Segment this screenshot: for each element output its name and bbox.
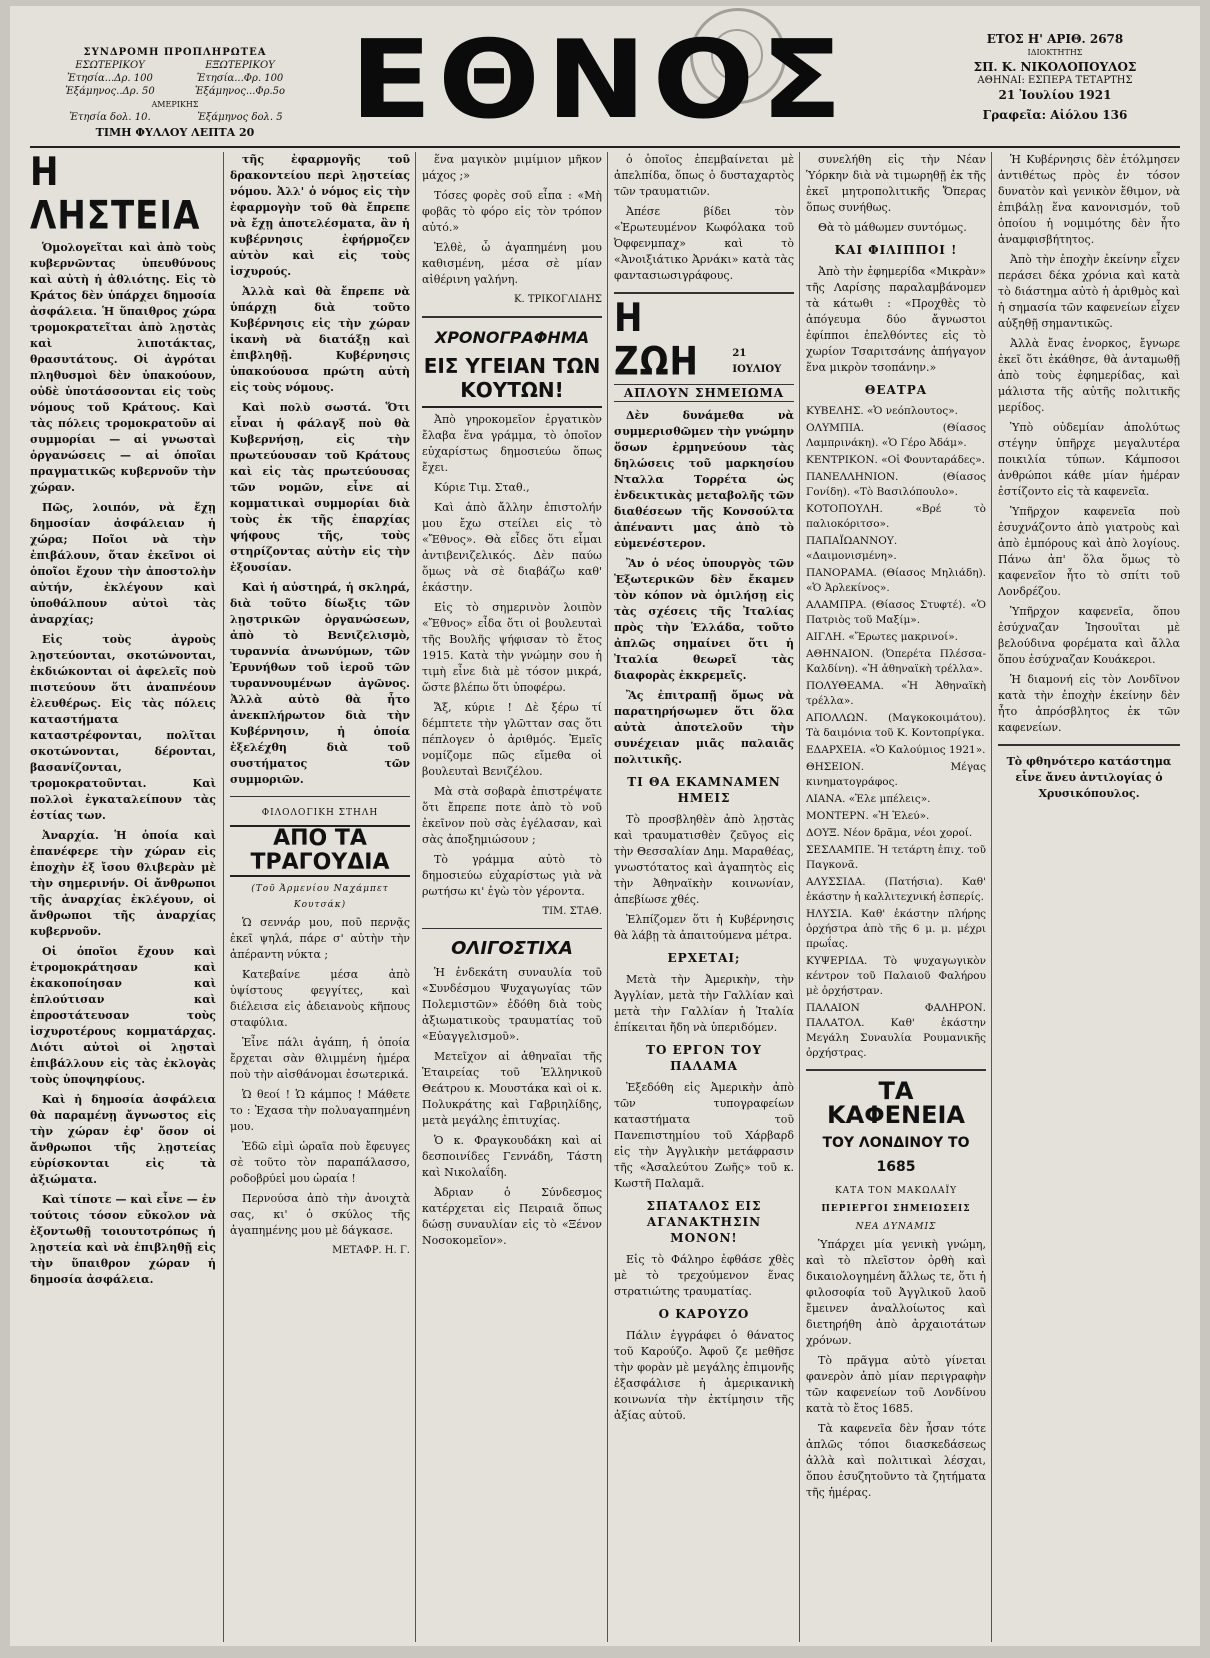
issue-price: ΤΙΜΗ ΦΥΛΛΟΥ ΛΕΠΤΑ 20: [95, 126, 255, 139]
column-divider: [607, 152, 608, 1642]
paragraph: Ὑπὸ οὐδεμίαν ἀπολύτως στέγην ὑπῆρχε μεγαλυτέρα ποικιλία τύπων. Κάμποσοι ἀνθρώποι κάθε μίαν ἡμέραν ἐστίζοντο εἰς τὰ καφενεῖα.: [998, 421, 1180, 498]
theatre-listings: [806, 404, 986, 1061]
chronicle-label: ΧΡΟΝΟΓΡΑΦΗΜΑ: [434, 328, 590, 347]
column-4: [614, 152, 794, 1642]
paragraph: Καὶ ἡ δημοσία ἀσφάλεια θὰ παραμένῃ ἄγνωστος εἰς τὴν χώραν ἐφ' ὅσον οἱ ἄνθρωποι τῆς λῃστείας εὑρίσκονται εἰς τὰ ἀξιώματα.: [30, 1093, 216, 1186]
paragraph: Ὑπῆρχον καφενεῖα ποὺ ἐσυχνάζοντο ἀπὸ γιατροὺς καὶ ἀπὸ ἐμπόρους καὶ ἀπὸ λογίους. Πάνω ἀπ' ὅλα ὅμως τὸ καφενεῖον ἦτο τὸ σπίτι τοῦ Λονδρέζου.: [998, 505, 1180, 598]
simple-note-title: ΑΠΛΟΥΝ ΣΗΜΕΙΩΜΑ: [614, 384, 794, 402]
paragraph: Μὰ στὰ σοβαρὰ ἐπιστρέψατε ὅτι ἔπρεπε ποτε ἀπὸ τὸ νοῦ ἐκεῖνον ποὺ σὰς ἐγέλασαν, καὶ σὰς ἀποξημιώσουν ;: [422, 785, 602, 846]
paragraph: Εἰς τὸ σημερινὸν λοιπὸν «Ἔθνος» εἶδα ὅτι οἱ βουλευταὶ τῆς Βουλῆς ψήφισαν τὸ ἔτος 1915. Κατὰ τὴν γνώμην σου ἡ τιμὴ εἶνε διὰ μὲ τόσον μικρά, ὥστε βλέπω ὅτι ὑποφέρω.: [422, 601, 602, 694]
paragraph: Ἂν ὁ νέος ὑπουργὸς τῶν Ἐξωτερικῶν δὲν ἔκαμεν τὸν κόπον νὰ ὁμιλήσῃ εἰς τὰς σχέσεις τῆς Ἰταλίας πρὸς τὴν Ἑλλάδα, τοῦτο ἀπλῶς σημαίνει ὅτι ἡ Ἰταλία θεωρεῖ τὰς διαφορὰς ἐκκρεμεῖς.: [614, 557, 794, 682]
issue-meta: [930, 32, 1180, 122]
paragraph: Τὸ πρᾶγμα αὐτὸ γίνεται φανερὸν ἀπὸ μίαν περιγραφὴν τῶν καφενείων τοῦ Λονδίνου κατὰ τὸ ἔτος 1685.: [806, 1354, 986, 1415]
paragraph: Ἀπὸ τὴν ἐφημερίδα «Μικρὰν» τῆς Λαρίσης παραλαμβάνομεν τὰ κάτωθι : «Προχθὲς τὸ ἀπόγευμα δύο ἄγνωστοι ἐφίπποι ἐπελθόντες εἰς τὸ χωρίον Τσαριτσάνης ἀπήγαγον ἕνα μικρὸν τσοπάνην.»: [806, 265, 986, 374]
paragraph: Μετὰ τὴν Ἀμερικὴν, τὴν Ἀγγλίαν, μετὰ τὴν Γαλλίαν καὶ μετὰ τὴν Γαλλίαν ἡ Ἰταλία ἐπίκειται ἤδη νὰ ὑπεριδόμεν.: [614, 973, 794, 1034]
listing-item: ΚΕΝΤΡΙΚΟΝ. «Οἱ Φουνταράδες».: [806, 454, 985, 466]
subscription-title: ΣΥΝΔΡΟΜΗ ΠΡΟΠΛΗΡΩΤΕΑ: [83, 47, 267, 58]
paragraph: ἕνα μαγικὸν μιμίμιον μῆκον μάχος ;»: [422, 153, 602, 182]
sub-america: ΑΜΕΡΙΚΗΣ: [151, 100, 199, 109]
listing-item: ΠΑΠΑΪΩΑΝΝΟΥ. «Δαιμονισμένη».: [806, 535, 898, 562]
paragraph: Ὁ κ. Φραγκουδάκη καὶ αἱ δεσποινίδες Γεννάδη, Τάστη καὶ Νικολαΐδη.: [422, 1134, 602, 1179]
listing-item: ΕΔΑΡΧΕΙΑ. «Ὁ Καλούμιος 1921».: [806, 744, 986, 756]
owner-name: ΣΠ. Κ. ΝΙΚΟΛΟΠΟΥΛΟΣ: [973, 60, 1137, 74]
column-6: [998, 152, 1180, 1642]
column-divider: [223, 152, 224, 1642]
paragraph: Θὰ τὸ μάθωμεν συντόμως.: [818, 221, 967, 234]
intro-sign: Κ. ΤΡΙΚΟΓΛΙΔΗΣ: [514, 294, 602, 305]
masthead-rule: [30, 146, 1180, 148]
paragraph: Οἱ ὁποῖοι ἔχουν καὶ ἐτρομοκράτησαν καὶ ἐκακοποίησαν καὶ ἐπλούτισαν καὶ ἐπροστάτευσαν τοὺς ἰσχυροτέρους κομματάρχας. Διότι αὐτοὶ οἱ λῃσταὶ ἐπιβάλλουν εἰς τὰς ἐκλογὰς τοὺς ὑποψηφίους.: [30, 945, 216, 1086]
listing-item: ΑΙΓΛΗ. «Ἔρωτες μακρινοί».: [806, 631, 958, 643]
coming-title: ΕΡΧΕΤΑΙ;: [667, 951, 741, 965]
paragraph: Πάλιν ἐγγράφει ὁ θάνατος τοῦ Καρούζο. Ἀφοῦ ζε μεθῆσε τὴν φορὰν μὲ μεγάλης ἐπιμονῆς ἐξασφάλισε ἡ ἀμερικανικὴ κοινωνία τὴν ἐκτίμησιν τῆς ἀξίας αὐτοῦ.: [614, 1329, 794, 1422]
paragraph: Ἐξεδόθη εἰς Ἀμερικὴν ἀπὸ τῶν τυπογραφείων καταστήματα τοῦ Πανεπιστημίου τοῦ Χάρβαρδ εἰς τὴν Ἀγγλικὴν μετάφρασιν τῆς «Ἀσαλεύτου Ζωῆς» τοῦ κ. Κωστῆ Παλαμᾶ.: [614, 1081, 794, 1190]
paragraph: Πῶς, λοιπόν, νὰ ἔχῃ δημοσίαν ἀσφάλειαν ἡ χώρα; Ποῖοι νὰ τὴν ἐπιβάλουν, ὅταν ἐκεῖνοι οἱ ὁποῖοι ἔχουν τὴν ἀποστολὴν αὐτήν, ἐκλέγουν καὶ ὑποθάλπουν αὐτοὶ τὰς ἀναρχίας;: [30, 501, 216, 626]
chronicle-title: ΕΙΣ ΥΓΕΙΑΝ ΤΩΝ ΚΟΥΤΩΝ!: [422, 354, 602, 408]
mistakes-title: ΤΙ ΘΑ ΕΚΑΜΝΑΜΕΝ ΗΜΕΙΣ: [627, 775, 781, 805]
sub-right-2: Ἑξάμηνος...Φρ.5ο: [194, 86, 286, 97]
songs-author: (Τοῦ Ἀρμενίου Ναχάμπετ Κουτσάκ): [251, 884, 389, 910]
paragraph: Ἀναρχία. Ἡ ὁποία καὶ ἐπανέφερε τὴν χώραν εἰς ἐποχὴν ἐξ ἴσου θλιβερὰν μὲ τὴν σημερινήν. Οἱ ἄνθρωποι τῆς ἀναρχίας ἐκλέγουν, οἱ ἄνθρωποι τῆς ἀναρχίας κυβερνοῦν.: [30, 829, 216, 938]
paragraph: Ἀδριαν ὁ Σύνδεσμος κατέρχεται εἰς Πειραιᾶ ὅπως δώσῃ συναυλίαν εἰς τὸ «Ξένον Νοσοκομεῖον».: [422, 1186, 602, 1247]
paragraph: ὁ ὁποῖος ἐπεμβαίνεται μὲ ἀπελπίδα, ὅπως ὁ δυσταχαρτὸς τῶν τραυματιῶν.: [614, 153, 794, 198]
listing-item: ΚΥΒΕΛΗΣ. «Ὁ νεόπλουτος».: [806, 405, 958, 417]
sub-right-head: ΕΞΩΤΕΡΙΚΟΥ: [205, 60, 275, 71]
acrostic-title: ΟΛΙΓΟΣΤΙΧΑ: [451, 938, 573, 959]
chronicle-sign: ΤΙΜ. ΣΤΑΘ.: [542, 906, 602, 917]
column-2: [230, 152, 410, 1642]
listing-item: ΜΟΝΤΕΡΝ. «Ἡ Ἑλεύ».: [806, 810, 930, 822]
column-5: [806, 152, 986, 1642]
poem-stanza: Ὡ θεοί ! Ὡ κάμπος ! Μάθετε το : Ἐχασα τὴν πολυαγαπημένη μου.: [230, 1088, 410, 1133]
column-3: [422, 152, 602, 1642]
life-date: 21 ΙΟΥΛΙΟΥ: [732, 348, 782, 375]
subscription-box: [50, 46, 300, 139]
listing-item: ΑΘΗΝΑΙΟΝ. (Ὀπερέτα Πλέσσα-Καλδίνη). «Ἡ ἀθηναϊκὴ τρέλλα».: [806, 648, 986, 675]
paragraph: Ἡ διαμονή εἰς τὸν Λονδῖνον κατὰ τὴν ἐποχὴν ἐκείνην δὲν ἦτο ἀπρόσβλητος ἐκ τῶν καφενείων.: [998, 673, 1180, 734]
sub-left-2: Ἑξάμηνος..Δρ. 50: [65, 86, 155, 97]
paragraph: Ὁμολογεῖται καὶ ἀπὸ τοὺς κυβερνῶντας ὑπευθύνους καὶ αὐτὴ ἡ ἀθλιότης. Εἰς τὸ Κράτος δὲν ὑπάρχει δημοσία ἀσφάλεια. Ἡ ὕπαιθρος χώρα τρομοκρατεῖται ἀπὸ λῃστὰς καὶ λιποτάκτας, θρασυτάτους. Οἱ ἀγρόται πληθυσμοὶ δὲν ὑπακούουν, οὐδὲ ὑποτάσσονται εἰς τοὺς νόμους τοῦ Κράτους. Καὶ τὰς πόλεις τρομοκρατοῦν αἱ συμμορίαι — αἱ γνωσταὶ ὀργανώσεις — αἱ ὁποῖαι πραγματικῶς κυβερνοῦν τὴν χώραν.: [30, 241, 216, 494]
philippi-title: ΚΑΙ ΦΙΛΙΠΠΟΙ !: [834, 243, 958, 257]
paragraph: Δὲν δυνάμεθα νὰ συμμερισθῶμεν τὴν γνώμην ὅσων ἐρμηνεύουν τὰς δηλώσεις τοῦ μαρκησίου Νταλλα Τορρέτα ὡς ἐνδεικτικὰς μεταβολῆς τῶν διαθέσεων τῆς Κονσούλτα ἀπέναντι μας ἀπὸ τὸ εὐμενέστερον.: [614, 409, 794, 550]
paragraph: συνελήθη εἰς τὴν Νέαν Ὑόρκην διὰ νὰ τιμωρηθῇ ἐκ τῆς ἐκεῖ μητροπολιτικῆς Ὄπερας ὅπως συνήθως.: [806, 153, 986, 214]
karouzo-title: Ο ΚΑΡΟΥΖΟ: [658, 1307, 750, 1321]
paragraph: Ἀπὸ γηροκομεῖον ἐργατικὸν ἔλαβα ἕνα γράμμα, τὸ ὁποῖον εὐχαρίστως δημοσιεύω ὅπως ἔχει.: [422, 413, 602, 474]
issue-date: 21 Ἰουλίου 1921: [998, 88, 1112, 102]
paragraph: Καὶ ἡ αὐστηρά, ἡ σκληρά, διὰ τοῦτο δίωξις τῶν λῃστρικῶν ὀργανώσεων, ἀπὸ τὸ Βενιζελισμὸ, τυραννία ἀνωνύμων, τῶν Ἐρυνήθων τοῦ ἱεροῦ τῶν τυραννουμένων ἀγῶνος. Ἀλλὰ αὐτὸ θὰ ἦτο ἀνεκπλήρωτον διὰ τὴν Κυβέρνησιν, ἡ ὁποία ἐξελέχθη διὰ τοῦ συστήματος τῶν συμμοριῶν.: [230, 581, 410, 786]
poem-stanza: Περνούσα ἀπὸ τὴν ἀνοιχτὰ σας, κι' ὁ σκύλος τῆς ἀγαπημένης μου μὲ δάγκασε.: [230, 1192, 410, 1237]
songs-title: ΑΠΟ ΤΑ ΤΡΑΓΟΥΔΙΑ: [230, 825, 410, 877]
paragraph: Ἀλλὰ ἔνας ἐνορκος, ἔγνωρε ἐκεῖ ὅτι ἐκάθησε, θὰ ἀνταμωθῇ ἀπὸ τοὺς ἐφημερίδας, καὶ μάλιστα τῆς αὐτῆς πολιτικῆς μερίδος.: [998, 337, 1180, 414]
spatala-title: ΣΠΑΤΑΛΟΣ ΕΙΣ ΑΓΑΝΑΚΤΗΣΙΝ ΜΟΝΟΝ!: [646, 1199, 762, 1245]
listing-item: ΠΑΝΕΛΛΗΝΙΟΝ. (Θίασος Γονίδη). «Τὸ Βασιλόπουλο».: [806, 471, 986, 498]
paragraph: Εἰς τὸ Φάληρο ἐφθάσε χθὲς μὲ τὸ τρεχούμενον ἕνας στρατιώτης τραυματίας.: [614, 1253, 794, 1298]
sub-left-head: ΕΣΩΤΕΡΙΚΟΥ: [75, 60, 145, 71]
paragraph: Ἀπὸ τὴν ἐποχὴν ἐκείνην εἶχεν περάσει δέκα χρόνια καὶ κατὰ τὸ διάστημα αὐτὸ ἡ ἀριθμὸς καὶ ἡ σημασία τῶν καφενείων εἶχεν αὐξηθῇ σημαντικῶς.: [998, 253, 1180, 330]
paragraph: Ἐλθὲ, ὦ ἀγαπημένη μου καθισμένη, μέσα σὲ μίαν αἰθέρινη γαλήνη.: [422, 241, 602, 286]
sub-right-1: Ἐτησία...Φρ. 100: [196, 73, 284, 84]
listing-item: ΠΑΛΑΙΟΝ ΦΑΛΗΡΟΝ. ΠΑΛΑΤΟΛ. Καθ' ἑκάστην Μεγάλη Συναυλία Ρουμανικῆς ὀρχήστρας.: [806, 1002, 986, 1059]
cafes-title: ΤΑ ΚΑΦΕΝΕΙΑ: [827, 1077, 965, 1129]
listing-item: ΔΟΥΞ. Νέον δρᾶμα, νέοι χοροί.: [806, 827, 973, 839]
sub-left-1: Ἐτησία...Δρ. 100: [67, 73, 153, 84]
paragraph: Εἰς τοὺς ἀγροὺς λῃστεύονται, σκοτώνονται, ἐκδιώκονται οἱ ἀφελεῖς ποὺ πιστεύουν ὅτι ἀναπνέουν ἐλευθέρως. Εἰς τὰς πόλεις καταστήματα καταστρέφονται, πολῖται σκοτώνονται, δέρονται, βασανίζονται, τρομοκρατοῦνται. Καὶ πολλοὶ ἐγκαταλείπουν τὰς ἑστίας των.: [30, 633, 216, 822]
masthead: [10, 6, 1200, 146]
owner-label: ΙΔΙΟΚΤΗΤΗΣ: [1027, 48, 1083, 57]
listing-item: ΘΗΣΕΙΟΝ. Μέγας κινηματογράφος.: [806, 761, 986, 788]
philology-label: ΦΙΛΟΛΟΓΙΚΗ ΣΤΗΛΗ: [261, 808, 379, 818]
palamas-title: ΤΟ ΕΡΓΟΝ ΤΟΥ ΠΑΛΑΜΑ: [646, 1043, 762, 1073]
cafes-subtitle-3: ΠΕΡΙΕΡΓΟΙ ΣΗΜΕΙΩΣΕΙΣ: [821, 1204, 971, 1214]
listing-item: ΟΛΥΜΠΙΑ. (Θίασος Λαμπρινάκη). «Ὁ Γέρο Ἀδάμ».: [806, 422, 986, 449]
headline-robbery: Η ΛΗΣΤΕΙΑ: [30, 152, 201, 239]
column-1: [30, 152, 216, 1642]
poem-stanza: Ὡ σεννάρ μου, ποῦ περνᾷς ἐκεῖ ψηλά, πάρε σ' αὐτὴν τὴν ἀπέραντη νύκτα ;: [230, 916, 410, 961]
column-divider: [415, 152, 416, 1642]
translator-sign: ΜΕΤΑΦΡ. Η. Γ.: [332, 1245, 410, 1256]
poem-stanza: Ἐἶνε πάλι ἀγάπη, ἡ ὁποία ἔρχεται σὰν θλιμμένη ἡμέρα ποὺ τὴν αἰσθάνομαι ἐσωτερικά.: [230, 1036, 410, 1081]
shop-advert: Τὸ φθηνότερο κατάστημα εἶνε ἄνευ ἀντιλογίας ὁ Χρυσικόπουλος.: [1006, 755, 1172, 800]
paragraph: Καὶ ἀπὸ ἄλλην ἐπιστολήν μου ἔχω στείλει εἰς τὸ «Ἔθνος». Θὰ εἶδες ὅτι εἶμαι ἀντιβενιζελικός. Δὲν παύω ὅμως νὰ σὲ διαβάζω καθ' ἑκάστην.: [422, 501, 602, 594]
paragraph: Ἐλπίζομεν ὅτι ἡ Κυβέρνησις θὰ λάβῃ τὰ ἀπαιτούμενα μέτρα.: [614, 913, 794, 942]
paragraph: Τόσες φορὲς σοῦ εἶπα : «Μὴ φοβᾶς τὸ φόρο εἰς τὸν τρόπον αὐτό.»: [422, 189, 602, 234]
year-issue: ΕΤΟΣ Η' ΑΡΙΘ. 2678: [986, 32, 1124, 46]
paragraph: Ἀπέσε βίδει τὸν «Ἐρωτευμένον Κωφόλακα τοῦ Ὀφφενμπαχ» καὶ τὸ «Ἀνοιξιάτικο Ἀρνάκι» κατὰ τὰς φαντασιωσιγράφους.: [614, 205, 794, 282]
paragraph: Ὑπάρχει μία γενικὴ γνώμη, καὶ τὸ πλεῖστον ὀρθὴ καὶ δικαιολογημένη ἄλλως τε, ὅτι ἡ φιλοσοφία τοῦ Ἀγγλικοῦ λαοῦ ἔμεινεν ἀναλλοίωτος καὶ διετηρήθη ἀπὸ ἀρχαιοτάτων χρόνων.: [806, 1238, 986, 1347]
listing-item: ΛΙΑΝΑ. «Ἑλε μπέλεις».: [806, 793, 931, 805]
sub-left-3: Ἐτησία δολ. 10.: [69, 112, 151, 123]
listing-item: ΠΟΛΥΘΕΑΜΑ. «Ἡ Ἀθηναϊκὴ τρέλλα».: [806, 680, 986, 707]
theatre-heading: ΘΕΑΤΡΑ: [864, 383, 928, 397]
city-day: ΑΘΗΝΑΙ: ΕΣΠΕΡΑ ΤΕΤΑΡΤΗΣ: [977, 75, 1133, 86]
listing-item: ΣΕΣΛΑΜΠΕ. Ἡ τετάρτη ἐπιχ. τοῦ Παγκονᾶ.: [806, 844, 986, 871]
newspaper-logo: ΕΘΝΟΣ: [350, 18, 849, 144]
poem-stanza: Κατεβαίνε μέσα ἀπὸ ὑψίστους φεγγίτες, καὶ διέλεισα εἰς ἀδειανοὺς κῆπους σταφύλια.: [230, 968, 410, 1029]
paragraph: Καὶ πολὺ σωστά. Ὅτι εἶναι ἡ φάλαγξ ποὺ θὰ Κυβερνήσῃ, εἰς τὴν πρωτεύουσαν τοῦ Κράτους καὶ εἰς τὰς πρωτεύουσας τῶν νομῶν, εἶνε αἱ κομματικαὶ συμμορίαι διὰ τοὺς ἐκ τῆς ἐπαρχίας ψήφους τῆς, τοὺς στηρίζοντας αὐτὴν εἰς τὴν ἐξουσίαν.: [230, 401, 410, 574]
newspaper-page: [10, 6, 1200, 1646]
column-divider: [799, 152, 800, 1642]
paragraph: Τὰ καφενεῖα δὲν ἦσαν τότε ἁπλῶς τόποι διασκεδάσεως ἀλλὰ καὶ πολιτικαὶ λέσχαι, ὅπου ἐσυζητοῦντο τὰ ζητήματα τῆς ἡμέρας.: [806, 1422, 986, 1499]
paragraph: Τὸ προσβληθὲν ἀπὸ λῃστὰς καὶ τραυματισθὲν ζεῦγος εἰς τὴν Θεσσαλίαν Δημ. Μαραθέας, γνωστότατος καὶ ἀγαπητὸς εἰς τὴν Ἀθηναϊκὴν κοινωνίαν, ἀπεβίωσε χθές.: [614, 813, 794, 906]
paragraph: Ὑπῆρχον καφενεῖα, ὅπου ἐσύχναζαν Ἰησουῖται μὲ βελούδινα φορέματα καὶ ἄλλα ὅπου ἐσύχναζαν Κουάκεροι.: [998, 605, 1180, 666]
cafes-subtitle: ΤΟΥ ΛΟΝΔΙΝΟΥ ΤΟ 1685: [822, 1135, 970, 1175]
paragraph: Καὶ τίποτε — καὶ εἶνε — ἐν τούτοις τόσον εὔκολον νὰ ἐξοντωθῇ τοιουτοτρόπως ἡ λῃστεία καὶ νὰ ἐπιβληθῇ εἰς τὴν ὕπαιθρον χώραν ἡ δημοσία ἀσφάλεια.: [30, 1193, 216, 1286]
poem-stanza: Ἐδῶ εἰμὶ ὡραῖα ποὺ ἔφευγες σὲ τοῦτο τὸν παραπάλασσο, ροδοβρύεἰ μου ὡραία !: [230, 1140, 410, 1185]
paragraph: Ἄξ, κύριε ! Δὲ ξέρω τί δέμπτετε τὴν γλῶτταν σας ὅτι πέπλογεν ὁ ἀριθμός. Ἐμεῖς νομίζομε πῶς εἴμεθα οἱ βουλευταὶ Βενιζέλου.: [422, 701, 602, 778]
paragraph: Ἀλλὰ καὶ θὰ ἔπρεπε νὰ ὑπάρχῃ διὰ τοῦτο Κυβέρνησις εἰς τὴν χώραν ἱκανὴ νὰ διατάξῃ καὶ ἐπιβληθῇ. Κυβέρνησις ὑπακούουσα πρώτη αὐτὴ εἰς τοὺς νόμους.: [230, 285, 410, 394]
office-address: Γραφεῖα: Αἰόλου 136: [982, 108, 1128, 122]
life-headline: Η ΖΩΗ: [614, 295, 700, 385]
listing-item: ΠΑΝΟΡΑΜΑ. (Θίασος Μηλιάδη). «Ὁ Ἀρλεκίνος».: [806, 567, 986, 594]
sub-right-3: Ἑξάμηνος δολ. 5: [197, 112, 283, 123]
paragraph: Κύριε Τιμ. Σταθ.,: [434, 481, 530, 494]
cafes-subtitle-4: ΝΕΑ ΔΥΝΑΜΙΣ: [855, 1222, 937, 1232]
listing-item: ΑΠΟΛΛΩΝ. (Μαγκοκοιμάτου). Τὰ δαιμόνια τοῦ Κ. Κοντοπρίγκα.: [806, 712, 986, 739]
paragraph: Ἡ ἐνδεκάτη συναυλία τοῦ «Συνδέσμου Ψυχαγωγίας τῶν Πολεμιστῶν» ἐδόθη διὰ τοὺς ἀξιωματικοὺς τραυματίας τοῦ «Εὐαγγελισμοῦ».: [422, 966, 602, 1043]
paragraph: Μετεῖχον αἱ ἀθηναῖαι τῆς Ἑταιρείας τοῦ Ἑλληνικοῦ Θεάτρου κ. Μουστάκα καὶ οἱ κ. Πολυκράτης καὶ Γαβριηλίδης, μετὰ μεγάλης ἐπιτυχίας.: [422, 1050, 602, 1127]
paragraph: τῆς ἐφαρμογῆς τοῦ δρακοντείου περὶ λῃστείας νόμου. Ἀλλ' ὁ νόμος εἰς τὴν ἐφαρμογὴν τοῦ θὰ ἔπρεπε νὰ ἔχῃ ἀποτελέσματα, ἂν ἡ κυβέρνησις ἐφήρμοζεν αὐτὸν καὶ εἰς τοὺς ἰσχυρούς.: [230, 153, 410, 278]
paragraph: Ἂς ἐπιτραπῇ ὅμως νὰ παρατηρήσωμεν ὅτι ὅλα αὐτὰ ἀποτελοῦν τὴν συνέχειαν μιᾶς παλαιᾶς πολιτικῆς.: [614, 689, 794, 766]
listing-item: ΚΟΤΟΠΟΥΛΗ. «Βρέ τὸ παλιοκόριτσο».: [806, 503, 986, 530]
listing-item: ΗΛΥΣΙΑ. Καθ' ἑκάστην πλήρης ὀρχήστρα ἀπὸ τῆς 6 μ. μ. μέχρι πρωΐας.: [806, 908, 986, 950]
listing-item: ΑΛΥΣΣΙΔΑ. (Πατήσια). Καθ' ἑκάστην ἡ καλλιτεχνική ἑσπερίς.: [806, 876, 986, 903]
cafes-subtitle-2: ΚΑΤΑ ΤΟΝ ΜΑΚΩΛΑΪΥ: [834, 1186, 958, 1196]
column-divider: [991, 152, 992, 1642]
listing-item: ΑΛΑΜΠΡΑ. (Θίασος Στυφτέ). «Ὁ Πατριὸς τοῦ Μαξίμ».: [806, 599, 986, 626]
listing-item: ΚΥΨΕΡΙΔΑ. Τὸ ψυχαγωγικὸν κέντρον τοῦ Παλαιοῦ Φαλήρου μὲ ὀρχήστραν.: [806, 955, 986, 997]
paragraph: Τὸ γράμμα αὐτὸ τὸ δημοσιεύω εὐχαρίστως γιὰ νὰ ρωτήσω κι' ἐγὼ τὸν γέροντα.: [422, 853, 602, 898]
paragraph: Ἡ Κυβέρνησις δὲν ἐτόλμησεν ἀντιθέτως πρὸς ἐν τόσον δυνατὸν καὶ γενικὸν ἔθιμον, νὰ ἐπιβάλῃ ἕνα κανονισμόν, τοῦ ὁποίου ἡ νομιμότης δὲν ἦτο ἀναμφισβήτητος.: [998, 153, 1180, 246]
